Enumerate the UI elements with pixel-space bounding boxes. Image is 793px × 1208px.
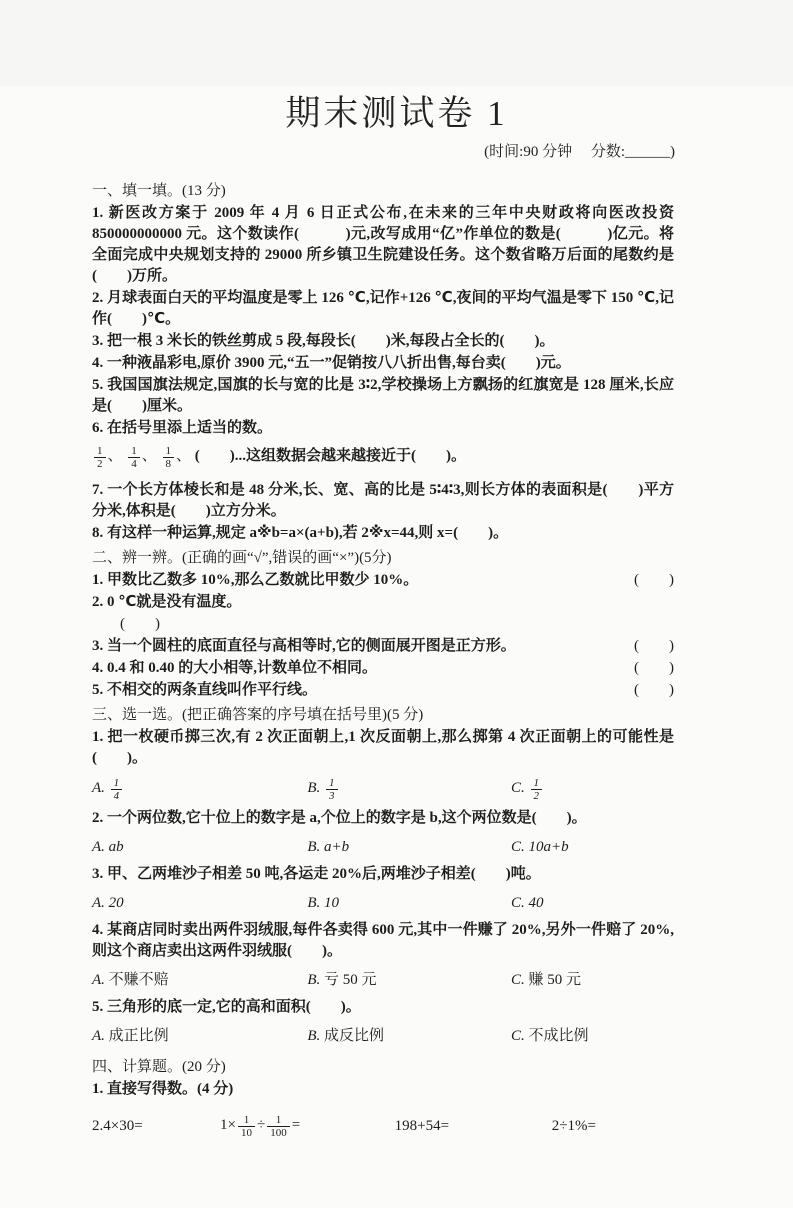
choice-question-5-options — [92, 1019, 674, 1053]
fraction-one-half: $\frac{1}{2}$ — [531, 777, 543, 802]
fraction-one-fourth: $\frac{1}{4}$ — [111, 777, 123, 802]
choice-question-3-stem: 3. 甲、乙两堆沙子相差 50 吨,各运走 20%后,两堆沙子相差( )吨。 — [92, 866, 541, 883]
choice-question-5-stem: 5. 三角形的底一定,它的高和面积( )。 — [92, 999, 361, 1016]
fill-question-4: 4. 一种液晶彩电,原价 3900 元,“五一”促销按八八折出售,每台卖( )元。 — [92, 355, 571, 371]
fraction-one-half: $\frac{1}{2}$ — [94, 445, 106, 470]
judge-item-3 — [92, 636, 674, 657]
option-a: A. ab — [92, 839, 124, 856]
judge-item-2 — [92, 592, 674, 613]
judge-item-text: 2. 0 ℃就是没有温度。 — [92, 594, 242, 611]
choice-question-4-options — [92, 963, 674, 997]
option-c: C. 赚 50 元 — [511, 972, 582, 989]
option-b: B. $\frac{1}{3}$ — [307, 777, 511, 802]
judge-item-text: 5. 不相交的两条直线叫作平行线。 — [92, 682, 318, 699]
answer-bracket: ( ) — [634, 682, 674, 699]
choice-question-4-stem: 4. 某商店同时卖出两件羽绒服,每件各卖得 600 元,其中一件赚了 20%,另外一件赔了 20%,则这个商店卖出这两件羽绒服( )。 — [92, 922, 674, 960]
judge-item-4 — [92, 658, 674, 679]
calc-expression-2: 1× $\frac{1}{10}$ ÷ $\frac{1}{100}$ = — [220, 1114, 301, 1140]
option-b: B. 成反比例 — [307, 1028, 385, 1045]
answer-bracket: ( ) — [634, 660, 674, 677]
fraction-one-third: $\frac{1}{3}$ — [326, 777, 338, 802]
page-title: 期末测试卷 1 — [285, 94, 508, 133]
choice-question-1-stem: 1. 把一枚硬币掷三次,有 2 次正面朝上,1 次反面朝上,那么掷第 4 次正面朝上的可能性是( )。 — [92, 729, 674, 767]
option-b: B. 10 — [307, 895, 339, 912]
fill-question-8: 8. 有这样一种运算,规定 a※b=a×(a+b),若 2※x=44,则 x=( )。 — [92, 525, 509, 542]
fraction-one-hundredth: $\frac{1}{100}$ — [267, 1114, 290, 1139]
option-c: C. 10a+b — [511, 839, 569, 856]
option-c: C. $\frac{1}{2}$ — [511, 777, 674, 802]
fill-question-1: 1. 新医改方案于 2009 年 4 月 6 日正式公布,在未来的三年中央财政将向医改投资 850000000000 元。这个数读作( )元,改写成用“亿”作单位的数是( )亿元。将全面完成中央规划支持的 29000 所乡镇卫生院建设任务。这个数省略万后面的尾数约是( )万所。 — [92, 205, 674, 284]
separator: 、 — [141, 448, 157, 465]
separator: 、 — [107, 448, 123, 465]
option-c: C. 不成比例 — [511, 1028, 589, 1045]
fill-question-6-sequence — [92, 445, 674, 470]
fraction-one-tenth: $\frac{1}{10}$ — [238, 1114, 255, 1139]
choice-question-3-options — [92, 886, 674, 920]
answer-bracket: ( ) — [634, 638, 674, 655]
judge-item-text: 1. 甲数比乙数多 10%,那么乙数就比甲数少 10%。 — [92, 572, 419, 589]
judge-item-2-bracket: ( ) — [120, 616, 160, 633]
option-b: B. 亏 50 元 — [307, 972, 377, 989]
option-b: B. a+b — [307, 839, 350, 856]
fill-question-3: 3. 把一根 3 米长的铁丝剪成 5 段,每段长( )米,每段占全长的( )。 — [92, 333, 555, 349]
option-a: A. $\frac{1}{4}$ — [92, 777, 307, 802]
fraction-one-fourth: $\frac{1}{4}$ — [128, 445, 140, 470]
fill-question-7: 7. 一个长方体棱长和是 48 分米,长、宽、高的比是 5∶4∶3,则长方体的表面积是( )平方分米,体积是( )立方分米。 — [92, 482, 674, 520]
option-a: A. 20 — [92, 895, 124, 912]
judge-item-1 — [92, 570, 674, 591]
paper-body — [92, 181, 674, 1140]
section-calc-heading: 四、计算题。(20 分) — [92, 1059, 226, 1076]
fill-question-5: 5. 我国国旗法规定,国旗的长与宽的比是 3∶2,学校操场上方飘扬的红旗宽是 128 厘米,长应是( )厘米。 — [92, 377, 674, 414]
choice-question-2-stem: 2. 一个两位数,它十位上的数字是 a,个位上的数字是 b,这个两位数是( )。 — [92, 810, 587, 827]
choice-question-1-options — [92, 770, 674, 808]
separator: 、 — [176, 448, 192, 465]
fill-question-6: 6. 在括号里添上适当的数。 — [92, 420, 273, 436]
section-choice-heading: 三、选一选。(把正确答案的序号填在括号里)(5 分) — [92, 707, 424, 724]
judge-item-5 — [92, 680, 674, 701]
option-a: A. 成正比例 — [92, 1028, 169, 1045]
section-judge-heading: 二、辨一辨。(正确的画“√”,错误的画“×”)(5分) — [92, 550, 392, 567]
paper-meta-time-score: (时间:90 分钟 分数:______) — [484, 144, 675, 160]
calc-sub-heading: 1. 直接写得数。(4 分) — [92, 1081, 234, 1098]
option-a: A. 不赚不赔 — [92, 972, 169, 989]
section-fill-heading: 一、填一填。(13 分) — [92, 183, 226, 199]
fraction-one-eighth: $\frac{1}{8}$ — [163, 445, 175, 470]
calc-expression-3: 198+54= — [394, 1118, 450, 1135]
answer-bracket: ( ) — [634, 572, 674, 589]
judge-item-text: 3. 当一个圆柱的底面直径与高相等时,它的侧面展开图是正方形。 — [92, 638, 516, 655]
option-c: C. 40 — [511, 895, 544, 912]
test-paper-page — [0, 86, 793, 1208]
calc-expression-1: 2.4×30= — [92, 1118, 143, 1135]
choice-question-2-options — [92, 830, 674, 864]
sequence-tail-text: ( )...这组数据会越来越接近于( )。 — [194, 448, 467, 465]
calc-expression-4: 2÷1%= — [551, 1118, 596, 1135]
judge-item-text: 4. 0.4 和 0.40 的大小相等,计数单位不相同。 — [92, 660, 378, 677]
calc-expressions-row — [92, 1114, 674, 1139]
fill-question-2: 2. 月球表面白天的平均温度是零上 126 ℃,记作+126 ℃,夜间的平均气温是零下 150 ℃,记作( )℃。 — [92, 290, 674, 327]
